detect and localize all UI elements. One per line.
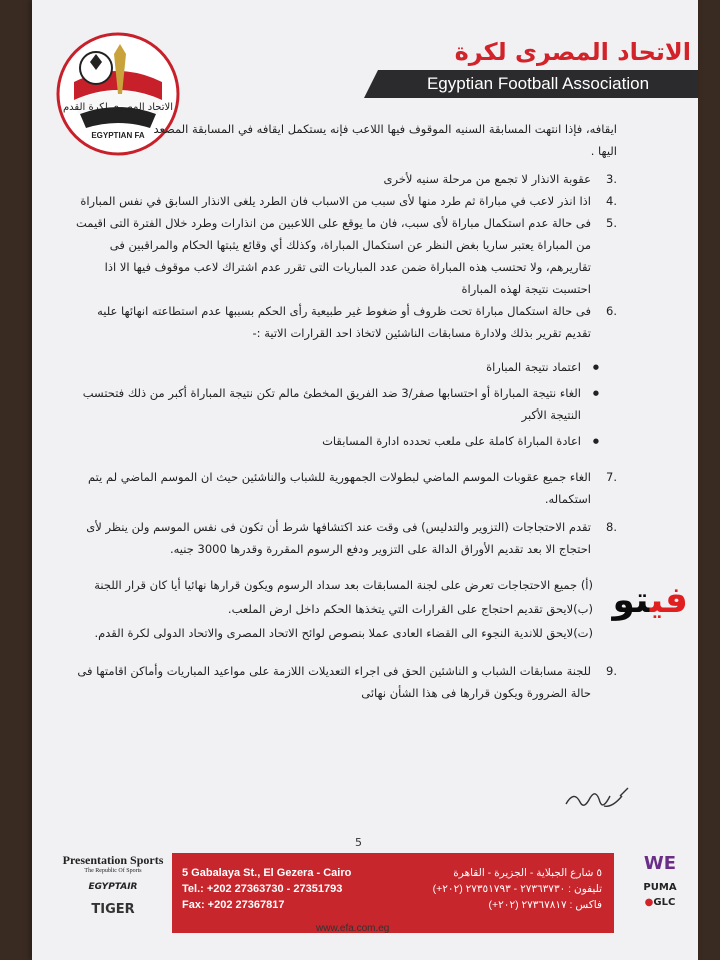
clause-8-subitems — [72, 574, 593, 644]
clause-text: تقدم الاحتجاجات (التزوير والتدليس) فى وقت عند اكتشافها شرط أن تكون فى نفس الموسم ولن ينظر لأى احتجاج الا بعد تقديم الأوراق الدالة على التزوير ودفع الرسوم المقررة وقدرها 3000 جنيه. — [86, 520, 591, 556]
handwritten-signature — [560, 780, 640, 820]
sponsor-puma-logo: PUMA — [643, 882, 677, 893]
contact-english — [182, 865, 351, 913]
document-body — [72, 118, 617, 704]
sponsor-we-logo: WE — [643, 853, 677, 874]
clause-number: .9 — [606, 664, 617, 678]
clause-text: عقوبة الانذار لا تجمع من مرحلة سنيه لأخرى — [383, 172, 591, 186]
sponsor-egyptair-logo: EGYPTAIR — [88, 882, 138, 892]
letterhead-footer — [40, 845, 700, 960]
clause-text: للجنة مسابقات الشباب و الناشئين الحق فى اجراء التعديلات اللازمة على مواعيد المباريات وأماكن اقامتها فى حالة الضرورة ويكون قرارها فى هذا الشأن نهائى — [77, 664, 591, 700]
paragraph-continuation: ايقافه، فإذا انتهت المسابقة السنيه الموقوف فيها اللاعب فإنه يستكمل ايقافه في المسابقة المصعد — [153, 122, 617, 136]
clause-number: .3 — [606, 172, 617, 186]
subitem-b: (ب)لايحق تقديم احتجاج على القرارات التي يتخذها الحكم داخل ارض الملعب. — [227, 602, 593, 616]
clause-text: فى حالة عدم استكمال مباراة لأى سبب، فان ما يوقع على اللاعبين من انذارات وطرد خلال الفترة التى اقيمت من المباراة يعتبر ساريا بغض النظر عن استكمال المباراة، وكذلك أي وقائع يثبتها الحكام والمراقبين فى تقاريرهم، ولا تحتسب هذه المباراة ضمن عدد المباريات التى تقرر عدم اشتراك لاعب موقوف فيها الا اذا احتسبت نتيجة لهذه المباراة — [76, 216, 591, 296]
phone-english: Tel.: +202 27363730 - 27351793 — [182, 883, 343, 895]
list-item: ● الغاء نتيجة المباراة أو احتسابها صفر/3 ضد الفريق المخطئ مالم تكن نتيجة المباراة أكبر من ذلك فتحتسب النتيجة الأكبر — [72, 382, 581, 426]
decision-options-list — [72, 356, 617, 452]
fax-english: Fax: +202 27367817 — [182, 899, 285, 911]
clause-number: .6 — [606, 304, 617, 318]
clause-6 — [72, 300, 617, 344]
phone-arabic: تليفون : ٢٧٣٦٣٧٣٠ - ٢٧٣٥١٧٩٣ (٢٠٢+) — [432, 883, 602, 895]
address-arabic: ٥ شارع الجبلاية - الجزيرة - القاهرة — [453, 867, 602, 879]
clause-number: .4 — [606, 194, 617, 208]
clause-3 — [72, 168, 617, 190]
list-item: ● اعتماد نتيجة المباراة — [72, 356, 581, 378]
address-english: 5 Gabalaya St., El Gezera - Cairo — [182, 867, 352, 879]
clause-number: .7 — [606, 470, 617, 484]
watermark-logo: فيتو — [612, 580, 688, 621]
subitem-a: (أ) جميع الاحتجاجات تعرض على لجنة المسابقات بعد سداد الرسوم ويكون قرارها نهائيا أيا كان قرار اللجنة — [94, 578, 593, 592]
sponsors-right — [624, 853, 696, 908]
clause-9 — [72, 660, 617, 704]
logo-arabic-text: الاتحاد المصرى لكرة القدم — [62, 102, 174, 113]
header-english-title: Egyptian Football Association — [378, 70, 698, 98]
clause-text: اذا انذر لاعب في مباراة ثم طرد منها لأى سبب من الاسباب فان الطرد يلغى الانذار السابق في نفس المباراة — [80, 194, 591, 208]
list-item: ● اعادة المباراة كاملة على ملعب تحدده ادارة المسابقات — [72, 430, 581, 452]
website-url: www.efa.com.eg — [316, 923, 390, 934]
clause-8 — [72, 516, 617, 560]
clause-number: .5 — [606, 216, 617, 230]
sponsor-glc-logo: ●GLC — [644, 897, 676, 908]
logo-english-text: EGYPTIAN FA — [91, 131, 145, 140]
subitem-c: (ت)لايحق للاندية النجوء الى القضاء العادى عملا بنصوص لوائح الاتحاد المصرى والاتحاد الدولى لكرة القدم. — [94, 626, 593, 640]
paragraph-continuation-end: اليها . — [590, 144, 617, 158]
clause-text: الغاء جميع عقوبات الموسم الماضي لبطولات الجمهورية للشباب والناشئين حيث ان الموسم الماضي لم يتم استكماله. — [88, 470, 591, 506]
contact-arabic — [433, 865, 602, 913]
header-arabic-title: الاتحاد المصرى لكرة — [454, 38, 691, 66]
clause-number: .8 — [606, 520, 617, 534]
clause-7 — [72, 466, 617, 510]
clause-text: فى حالة استكمال مباراة تحت ظروف أو ضغوط غير طبيعية رأى الحكم بسببها عدم استطاعته انهائها عليه تقديم تقرير بذلك ولادارة مسابقات الناشئين لاتخاذ احد القرارات الاتية :- — [97, 304, 591, 340]
clause-5 — [72, 212, 617, 300]
sponsors-left — [58, 853, 168, 917]
clause-4 — [72, 190, 617, 212]
page-number: 5 — [355, 836, 362, 849]
fax-arabic: فاكس : ٢٧٣٦٧٨١٧ (٢٠٢+) — [488, 899, 602, 911]
sponsor-presentation-logo: Presentation Sports The Republic Of Sports — [62, 853, 164, 874]
sponsor-tiger-logo: TIGER — [91, 902, 135, 917]
contact-band — [172, 853, 614, 933]
